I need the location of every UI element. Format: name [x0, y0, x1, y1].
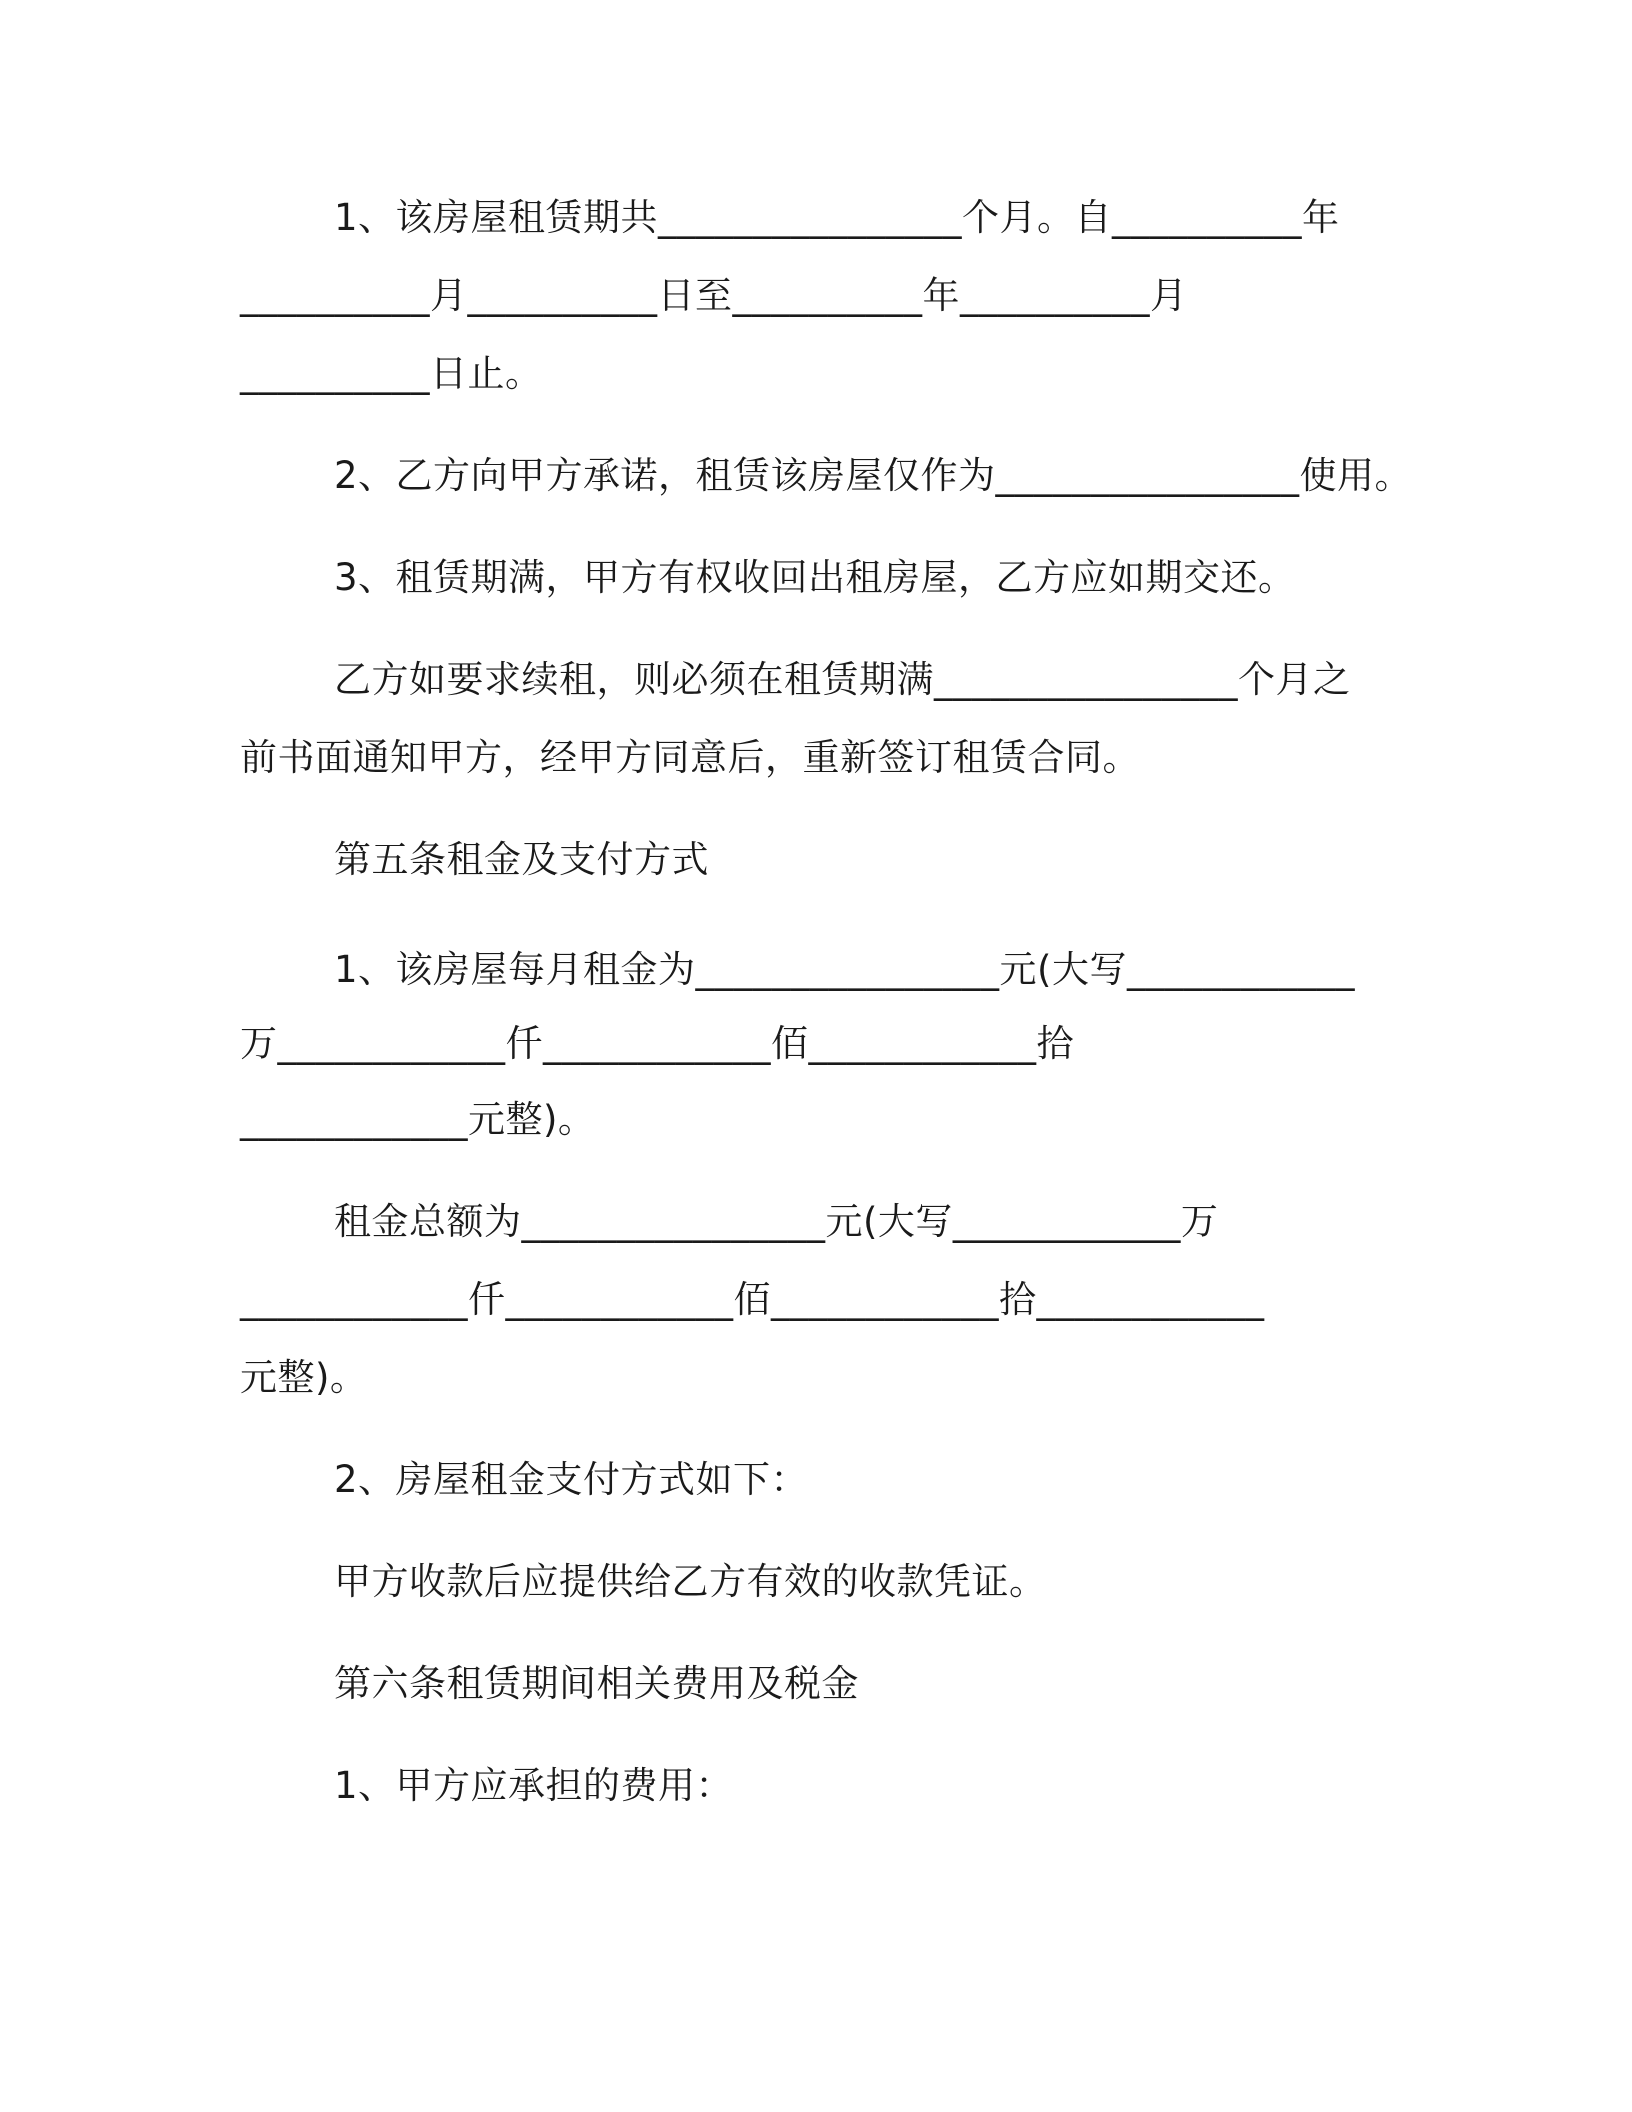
party-a-fees-line: 1、甲方应承担的费用：	[334, 1764, 734, 1807]
monthly-rent-line-2: 万____________仟____________佰____________拾	[240, 1022, 1074, 1065]
article-6-heading: 第六条租赁期间相关费用及税金	[334, 1662, 859, 1705]
payment-method-line: 2、房屋租金支付方式如下：	[334, 1458, 809, 1501]
total-rent-line-2: ____________仟____________佰____________拾____________	[240, 1278, 1265, 1321]
lease-expiry-line: 3、租赁期满，甲方有权收回出租房屋，乙方应如期交还。	[334, 556, 1296, 599]
renewal-line-1: 乙方如要求续租，则必须在租赁期满________________个月之	[334, 658, 1351, 701]
monthly-rent-line-3: ____________元整)。	[240, 1098, 596, 1141]
total-rent-line-3: 元整)。	[240, 1356, 368, 1399]
total-rent-line-1: 租金总额为________________元(大写____________万	[334, 1200, 1219, 1243]
lease-term-line-3: __________日止。	[240, 352, 543, 395]
lease-term-line-2: __________月__________日至__________年__________月	[240, 274, 1188, 317]
receipt-line: 甲方收款后应提供给乙方有效的收款凭证。	[334, 1560, 1047, 1603]
article-5-heading: 第五条租金及支付方式	[334, 838, 709, 881]
monthly-rent-line-1: 1、该房屋每月租金为________________元(大写____________	[334, 948, 1355, 991]
renewal-line-2: 前书面通知甲方，经甲方同意后，重新签订租赁合同。	[240, 736, 1140, 779]
lease-term-line-1: 1、该房屋租赁期共________________个月。自__________年	[334, 196, 1340, 239]
usage-promise-line: 2、乙方向甲方承诺，租赁该房屋仅作为________________使用。	[334, 454, 1413, 497]
